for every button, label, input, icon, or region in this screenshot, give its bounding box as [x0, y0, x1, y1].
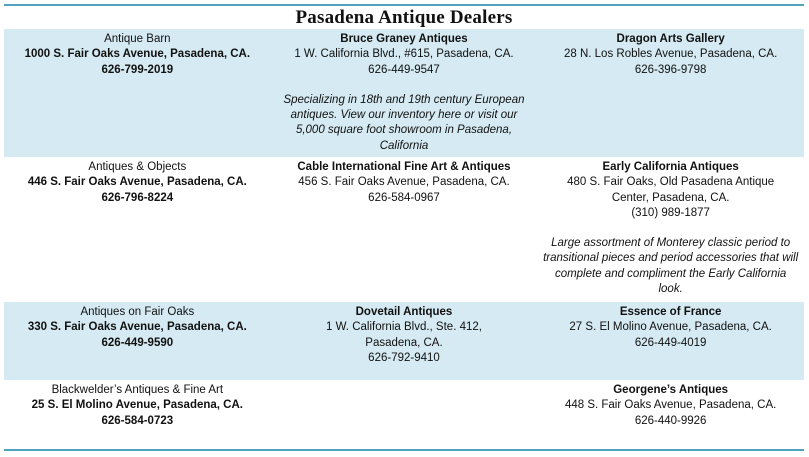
dealer-address: 25 S. El Molino Avenue, Pasadena, CA.	[31, 399, 243, 412]
dealer-cell	[271, 302, 538, 380]
dealer-cell	[4, 29, 271, 157]
dealer-cell	[4, 380, 271, 449]
dealer-name: Antique Barn	[104, 33, 171, 45]
dealer-address: 1 W. California Blvd., Ste. 412, Pasadena, CA.	[326, 321, 482, 349]
dealer-address: 330 S. Fair Oaks Avenue, Pasadena, CA.	[27, 321, 247, 334]
dealer-name: Dragon Arts Gallery	[616, 33, 725, 45]
dealer-cell	[537, 29, 804, 157]
dealers-table	[4, 4, 804, 451]
dealer-phone: 626-449-9590	[101, 336, 174, 349]
dealer-name: Dovetail Antiques	[355, 306, 453, 318]
dealer-address: 446 S. Fair Oaks Avenue, Pasadena, CA.	[27, 176, 247, 189]
dealer-address: 1 W. California Blvd., #615, Pasadena, CA.	[294, 48, 514, 61]
dealer-phone: 626-396-9798	[634, 63, 707, 76]
dealer-name: Blackwelder’s Antiques & Fine Art	[51, 384, 224, 396]
dealer-cell	[271, 157, 538, 302]
dealer-phone: 626-449-4019	[634, 336, 707, 349]
dealer-cell-empty	[271, 380, 538, 449]
bottom-rule	[4, 449, 804, 451]
table-row	[4, 157, 804, 302]
dealer-address: 456 S. Fair Oaks Avenue, Pasadena, CA.	[298, 176, 510, 189]
dealer-name: Antiques on Fair Oaks	[80, 306, 195, 318]
dealer-address: 27 S. El Molino Avenue, Pasadena, CA.	[569, 321, 772, 334]
dealer-address: 1000 S. Fair Oaks Avenue, Pasadena, CA.	[24, 48, 251, 61]
dealer-phone: 626-449-9547	[368, 63, 440, 76]
dealer-name: Cable International Fine Art & Antiques	[297, 161, 511, 173]
dealer-address: 480 S. Fair Oaks, Old Pasadena Antique Center, Pasadena, CA.	[567, 176, 775, 204]
dealer-name: Bruce Graney Antiques	[340, 33, 468, 45]
dealer-cell	[4, 157, 271, 302]
table-row	[4, 302, 804, 380]
top-rule	[4, 4, 804, 6]
dealer-cell	[271, 29, 538, 157]
dealer-cell	[537, 380, 804, 449]
page-title: Pasadena Antique Dealers	[295, 7, 513, 28]
table-row	[4, 29, 804, 157]
dealer-phone: 626-584-0967	[368, 191, 440, 204]
dealer-phone: 626-440-9926	[634, 414, 707, 427]
dealer-phone: 626-796-8224	[101, 191, 174, 204]
dealer-address: 448 S. Fair Oaks Avenue, Pasadena, CA.	[564, 399, 777, 412]
dealer-phone: 626-799-2019	[101, 63, 174, 76]
dealer-description: Large assortment of Monterey classic period to transitional pieces and period accessories that will complete and compliment the Early California look.	[543, 237, 799, 296]
dealer-name: Early California Antiques	[602, 161, 739, 173]
dealer-name: Antiques & Objects	[88, 161, 187, 173]
dealer-cell	[537, 157, 804, 302]
dealer-phone: (310) 989-1877	[631, 206, 710, 219]
dealer-address: 28 N. Los Robles Avenue, Pasadena, CA.	[563, 48, 778, 61]
dealer-phone: 626-792-9410	[368, 351, 440, 364]
dealer-cell	[537, 302, 804, 380]
dealer-cell	[4, 302, 271, 380]
dealer-phone: 626-584-0723	[101, 414, 174, 427]
table-row	[4, 380, 804, 449]
dealer-description: Specializing in 18th and 19th century European antiques. View our inventory here or visit our 5,000 square foot showroom in Pasadena, California	[283, 93, 525, 152]
dealer-name: Georgene’s Antiques	[613, 384, 729, 396]
dealer-name: Essence of France	[619, 306, 722, 318]
